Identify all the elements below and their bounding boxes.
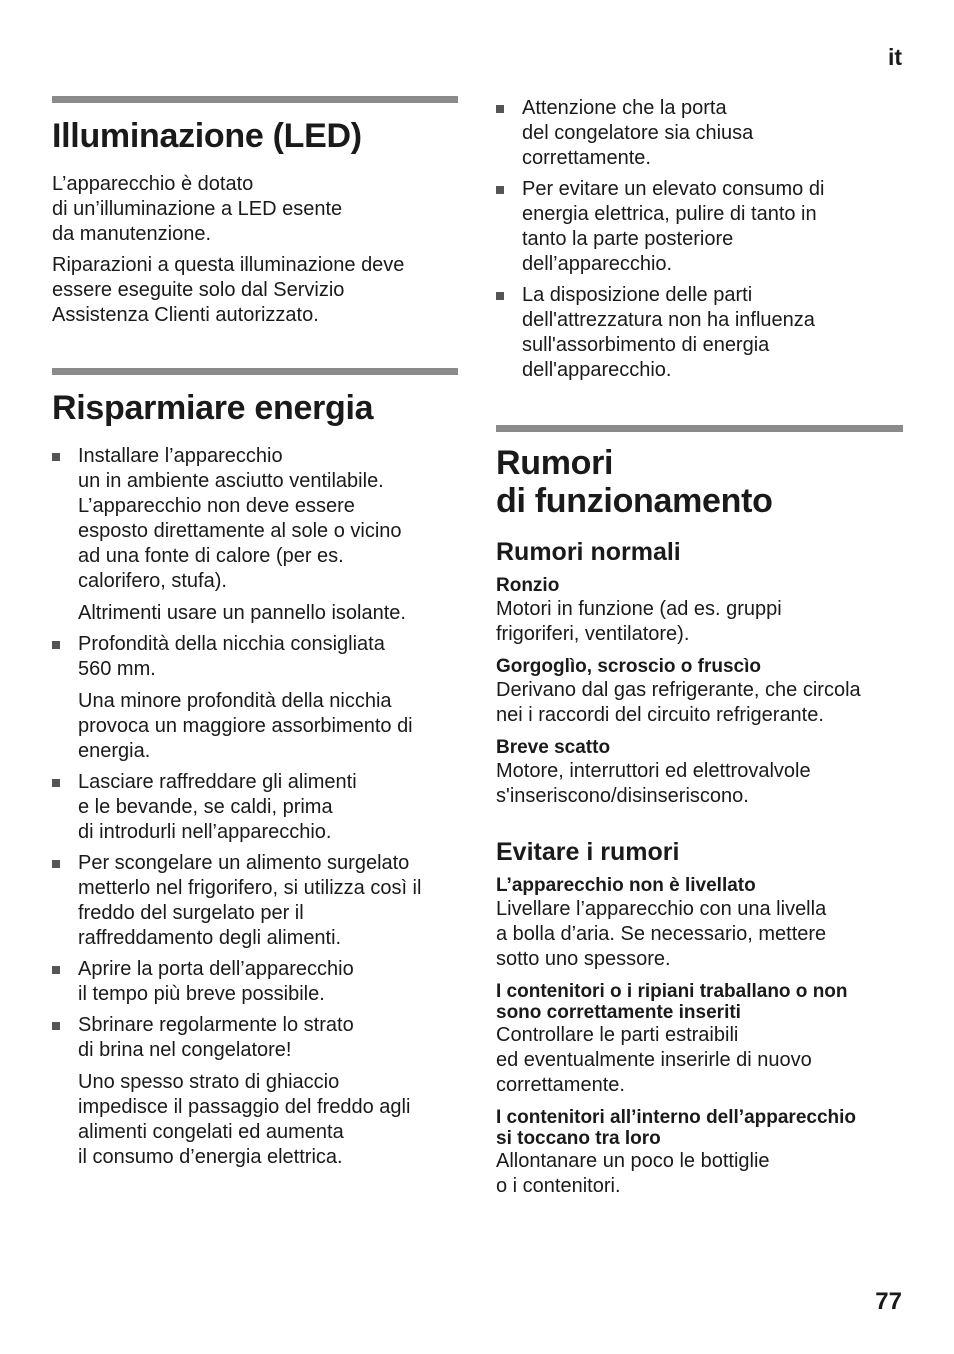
subsection-rumori-normali (496, 537, 903, 809)
list-item-text: Sbrinare regolarmente lo strato di brina nel congelatore! (78, 1014, 354, 1061)
entry-heading: I contenitori o i ripiani traballano o non sono correttamente inseriti (496, 981, 848, 1023)
list-item (52, 444, 458, 626)
bullet-square-icon (52, 641, 60, 649)
entry-text: Motore, interruttori ed elettrovalvole s'inseriscono/disinseriscono. (496, 760, 811, 807)
list-item-note: Altrimenti usare un pannello isolante. (78, 602, 406, 624)
bullet-square-icon (496, 105, 504, 113)
bullet-square-icon (496, 186, 504, 194)
entry-text: Livellare l’apparecchio con una livella a bolla d’aria. Se necessario, mettere sotto uno spessore. (496, 898, 827, 970)
list-item-text: La disposizione delle parti dell'attrezzatura non ha influenza sull'assorbimento di energia dell'apparecchio. (522, 284, 815, 381)
list-item (52, 851, 458, 951)
list-item-note: Una minore profondità della nicchia provoca un maggiore assorbimento di energia. (78, 690, 413, 762)
subsection-title: Rumori normali (496, 538, 681, 566)
paragraph: Riparazioni a questa illuminazione deve essere eseguite solo dal Servizio Assistenza Clienti autorizzato. (52, 254, 405, 326)
noise-entry (496, 875, 903, 972)
section-illuminazione (52, 96, 458, 328)
list-item-text: Profondità della nicchia consigliata 560 mm. (78, 633, 385, 680)
noise-entry (496, 1107, 903, 1199)
noise-entry (496, 656, 903, 728)
section-rule (496, 425, 903, 432)
list-item (52, 957, 458, 1007)
list-item-text: Lasciare raffreddare gli alimenti e le bevande, se caldi, prima di introdurli nell’apparecchio. (78, 771, 357, 843)
list-item-text: Per evitare un elevato consumo di energia elettrica, pulire di tanto in tanto la parte posteriore dell’apparecchio. (522, 178, 825, 275)
right-column (496, 96, 903, 1239)
list-item (52, 770, 458, 845)
bullet-square-icon (496, 292, 504, 300)
section-risparmiare-continued (496, 96, 903, 383)
entry-heading: Gorgoglìo, scroscio o fruscìo (496, 656, 761, 677)
language-tag: it (887, 44, 902, 70)
list-item (52, 632, 458, 764)
list-item (496, 283, 903, 383)
noise-entry (496, 737, 903, 809)
section-rule (52, 368, 458, 375)
list-item-note: Uno spesso strato di ghiaccio impedisce il passaggio del freddo agli alimenti congelati ed aumenta il consumo d’energia elettrica. (78, 1071, 411, 1168)
entry-heading: Breve scatto (496, 737, 611, 758)
section-rumori (496, 425, 903, 1199)
list-item-text: Attenzione che la porta del congelatore sia chiusa correttamente. (522, 97, 754, 169)
list-item (496, 177, 903, 277)
bullet-list (52, 444, 458, 1170)
bullet-square-icon (52, 1022, 60, 1030)
bullet-square-icon (52, 779, 60, 787)
entry-heading: L’apparecchio non è livellato (496, 875, 756, 896)
bullet-square-icon (52, 966, 60, 974)
entry-text: Allontanare un poco le bottiglie o i contenitori. (496, 1150, 770, 1197)
section-rule (52, 96, 458, 103)
list-item-text: Per scongelare un alimento surgelato metterlo nel frigorifero, si utilizza così il freddo del surgelato per il raffreddamento degli alimenti. (78, 852, 422, 949)
title-line: di funzionamento (496, 482, 773, 520)
entry-text: Motori in funzione (ad es. gruppi frigoriferi, ventilatore). (496, 598, 782, 645)
title-line: Rumori (496, 444, 614, 482)
list-item (496, 96, 903, 171)
bullet-list (496, 96, 903, 383)
entry-heading: Ronzio (496, 575, 560, 596)
section-title-rumori (496, 444, 903, 520)
section-title-illuminazione: Illuminazione (LED) (52, 117, 362, 155)
entry-heading: I contenitori all’interno dell’apparecchio si toccano tra loro (496, 1107, 857, 1149)
left-column (52, 96, 458, 1210)
noise-entry (496, 575, 903, 647)
paragraph: L’apparecchio è dotato di un’illuminazione a LED esente da manutenzione. (52, 173, 343, 245)
list-item (52, 1013, 458, 1170)
list-item-text: Aprire la porta dell’apparecchio il tempo più breve possibile. (78, 958, 354, 1005)
bullet-square-icon (52, 860, 60, 868)
section-risparmiare (52, 368, 458, 1170)
section-title-risparmiare: Risparmiare energia (52, 389, 374, 427)
entry-text: Derivano dal gas refrigerante, che circola nei i raccordi del circuito refrigerante. (496, 679, 861, 726)
entry-text: Controllare le parti estraibili ed eventualmente inserirle di nuovo correttamente. (496, 1024, 812, 1096)
page-number: 77 (875, 1288, 902, 1315)
subsection-title: Evitare i rumori (496, 838, 680, 866)
list-item-text: Installare l’apparecchio un in ambiente asciutto ventilabile. L’apparecchio non deve essere esposto direttamente al sole o vicino ad una fonte di calore (per es. calorifero, stufa). (78, 445, 402, 592)
noise-entry (496, 981, 903, 1098)
bullet-square-icon (52, 453, 60, 461)
subsection-evitare-rumori (496, 837, 903, 1199)
